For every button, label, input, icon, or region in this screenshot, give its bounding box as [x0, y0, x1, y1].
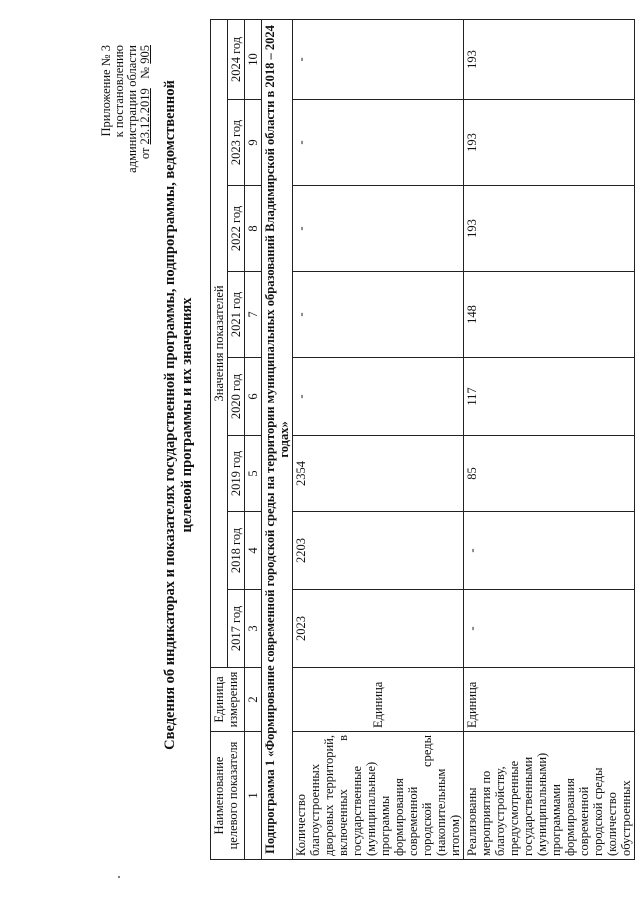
year-2023: 2023 год	[228, 100, 245, 186]
subprogram-row	[262, 19, 293, 859]
indicator-value: 2354	[293, 436, 464, 512]
scan-speck	[118, 876, 120, 878]
col-number: 4	[245, 512, 262, 590]
year-2020: 2020 год	[228, 358, 245, 436]
number-prefix: №	[138, 66, 152, 79]
indicator-value: -	[293, 358, 464, 436]
indicator-value: -	[464, 512, 635, 590]
header-values: Значения показателей	[211, 19, 228, 667]
annex-date-line	[139, 45, 152, 173]
indicator-value: 193	[464, 186, 635, 272]
indicator-name: Количество благоустроенных дворовых территорий, включенных в государственные (муниципальные) программы формирования современной городской среды (накопительным итогом)	[293, 732, 464, 860]
annex-line-3: администрации области	[125, 45, 139, 173]
col-number: 7	[245, 272, 262, 358]
indicator-value: -	[293, 272, 464, 358]
indicator-value: -	[293, 100, 464, 186]
subprogram-title: Подпрограмма 1 «Формирование современной городской среды на территории муниципальных образований Владимирской области в 2018 – 2024 годах»	[262, 19, 293, 859]
header-name: Наименование целевого показателя	[211, 732, 245, 860]
indicator-value: -	[464, 590, 635, 668]
indicator-value: 2023	[293, 590, 464, 668]
annex-date: 23.12.2019	[138, 88, 152, 145]
table-row	[464, 19, 635, 859]
col-number: 8	[245, 186, 262, 272]
year-2017: 2017 год	[228, 590, 245, 668]
col-number: 1	[245, 732, 262, 860]
indicator-name: Реализованы мероприятия по благоустройству, предусмотренные государственными (муниципальными) программами формирования современной городской среды (количество обустроенных	[464, 732, 635, 860]
year-2021: 2021 год	[228, 272, 245, 358]
col-number: 9	[245, 100, 262, 186]
header-unit: Единица измерения	[211, 668, 245, 732]
table-row	[293, 19, 464, 859]
header-row-numbers	[245, 19, 262, 859]
year-2022: 2022 год	[228, 186, 245, 272]
indicator-value: 148	[464, 272, 635, 358]
year-2018: 2018 год	[228, 512, 245, 590]
col-number: 5	[245, 436, 262, 512]
indicator-value: -	[293, 186, 464, 272]
document-title: Сведения об индикаторах и показателях государственной программы, подпрограммы, ведомственной целевой программы и их значениях	[162, 80, 195, 750]
annex-line-1: Приложение № 3	[99, 45, 113, 137]
indicator-value: 193	[464, 100, 635, 186]
indicator-value: 85	[464, 436, 635, 512]
annex-block	[100, 45, 152, 173]
indicators-table	[210, 19, 635, 860]
indicator-value: 193	[464, 19, 635, 99]
col-number: 3	[245, 590, 262, 668]
col-number: 10	[245, 19, 262, 99]
header-row-1	[211, 19, 228, 859]
year-2024: 2024 год	[228, 19, 245, 99]
col-number: 6	[245, 358, 262, 436]
col-number: 2	[245, 668, 262, 732]
annex-line-2: к постановлению	[112, 45, 126, 138]
year-2019: 2019 год	[228, 436, 245, 512]
indicator-unit: Единица	[464, 668, 635, 732]
date-prefix: от	[138, 147, 152, 160]
annex-number: 905	[138, 45, 152, 64]
indicator-value: 2203	[293, 512, 464, 590]
indicator-value: -	[293, 19, 464, 99]
indicator-unit: Единица	[293, 668, 464, 732]
indicator-value: 117	[464, 358, 635, 436]
